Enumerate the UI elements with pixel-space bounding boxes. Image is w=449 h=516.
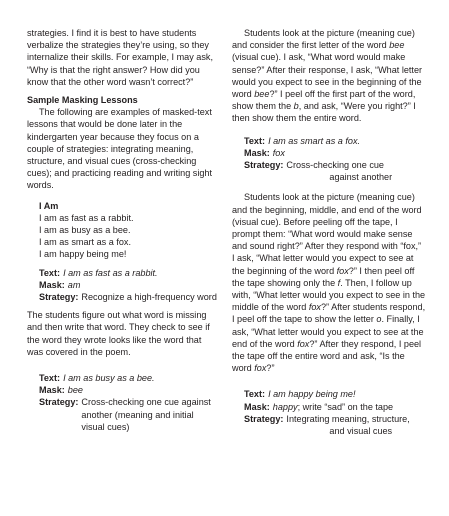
strategy-line: Cross-checking one cue against (81, 397, 211, 408)
poem-line: I am happy being me! (39, 249, 127, 260)
text-label: Text: (244, 135, 266, 146)
text-label: Text: (39, 267, 61, 278)
bee-paragraph: Students look at the picture (meaning cue) and consider the first letter of the word bee (visual cue). I ask, “What word would make sense?” After their response, I ask, “What letter would you expect to see in the beginning of the word bee?” I peel off the first part of the word, show them the b, and ask, “Were you right?” I then show them the entire word. (232, 28, 423, 124)
left-column (27, 27, 220, 433)
example-block-1 (39, 267, 220, 304)
text-value: I am as busy as a bee. (63, 373, 155, 384)
strategy-label: Strategy: (39, 292, 79, 303)
right-column (232, 27, 426, 437)
poem-line: I am as busy as a bee. (39, 225, 131, 236)
poem-line: I am as fast as a rabbit. (39, 212, 134, 223)
strategy-label: Strategy: (244, 413, 284, 424)
poem-title: I Am (39, 200, 59, 211)
intro-paragraph: strategies. I find it is best to have students verbalize the strategies they’re using, so they internalize their skills. For example, I may ask, “Why is that the right answer? How did you know that the other word wasn’t correct?” (27, 28, 213, 87)
mask-label: Mask: (244, 401, 270, 412)
mask-value: fox (272, 147, 285, 158)
poem-line: I am as smart as a fox. (39, 237, 131, 248)
strategy-label: Strategy: (244, 160, 284, 171)
example-block-2 (39, 372, 220, 433)
text-value: I am as smart as a fox. (268, 135, 361, 146)
strategy-line: visual cues) (81, 421, 130, 432)
mask-label: Mask: (39, 279, 65, 290)
text-value: I am as fast as a rabbit. (63, 267, 158, 278)
text-label: Text: (244, 389, 266, 400)
fox-paragraph: Students look at the picture (meaning cue) and the beginning, middle, and end of the word (visual cue). Before peeling off the tape, I prompt them: “What word would make sense and sound right?” After they respond with “fox,” I ask, “What letter would you expect to see at the beginning of the word fox?” I then peel off the tape showing only the f. Then, I follow up with, “What letter would you expect to see in the middle of the word fox?” After students respond, I peel off the tape to show the letter o. Finally, I ask, “What letter would you expect to see at the end of the word fox?” After they respond, I peel the tape off the entire word and ask, “Is the word fox?” (232, 192, 426, 374)
mask-value: am (67, 279, 81, 290)
strategy-value (78, 396, 220, 433)
text-value: I am happy being me! (268, 389, 356, 400)
strategy-line: against another (329, 172, 393, 183)
mask-value: happy; write “sad” on the tape (272, 401, 394, 412)
mask-label: Mask: (244, 147, 270, 158)
mask-label: Mask: (39, 385, 65, 396)
example-block-4 (244, 388, 426, 437)
strategy-line: Cross-checking one cue (286, 160, 384, 171)
poem (39, 200, 220, 261)
text-label: Text: (39, 373, 61, 384)
strategy-line: another (meaning and initial (81, 409, 194, 420)
strategy-value (283, 159, 426, 183)
missing-word-paragraph: The students figure out what word is missing and then write that word. They check to see if the word they wrote looks like the word that was covered in the poem. (27, 310, 210, 357)
section-heading: Sample Masking Lessons (27, 95, 138, 106)
strategy-value: Recognize a high-frequency word (81, 292, 217, 303)
masking-intro-paragraph: The following are examples of masked-text lessons that would be done later in the kindergarten year because they focus on a couple of strategies: integrating meaning, structure, and visual cues (cross-checking cues); and practicing reading and writing sight words. (27, 107, 213, 191)
strategy-value (283, 413, 426, 437)
strategy-line: Integrating meaning, structure, (286, 413, 410, 424)
mask-value: bee (67, 385, 83, 396)
example-block-3 (244, 135, 426, 184)
strategy-line: and visual cues (329, 426, 393, 437)
strategy-label: Strategy: (39, 397, 79, 408)
